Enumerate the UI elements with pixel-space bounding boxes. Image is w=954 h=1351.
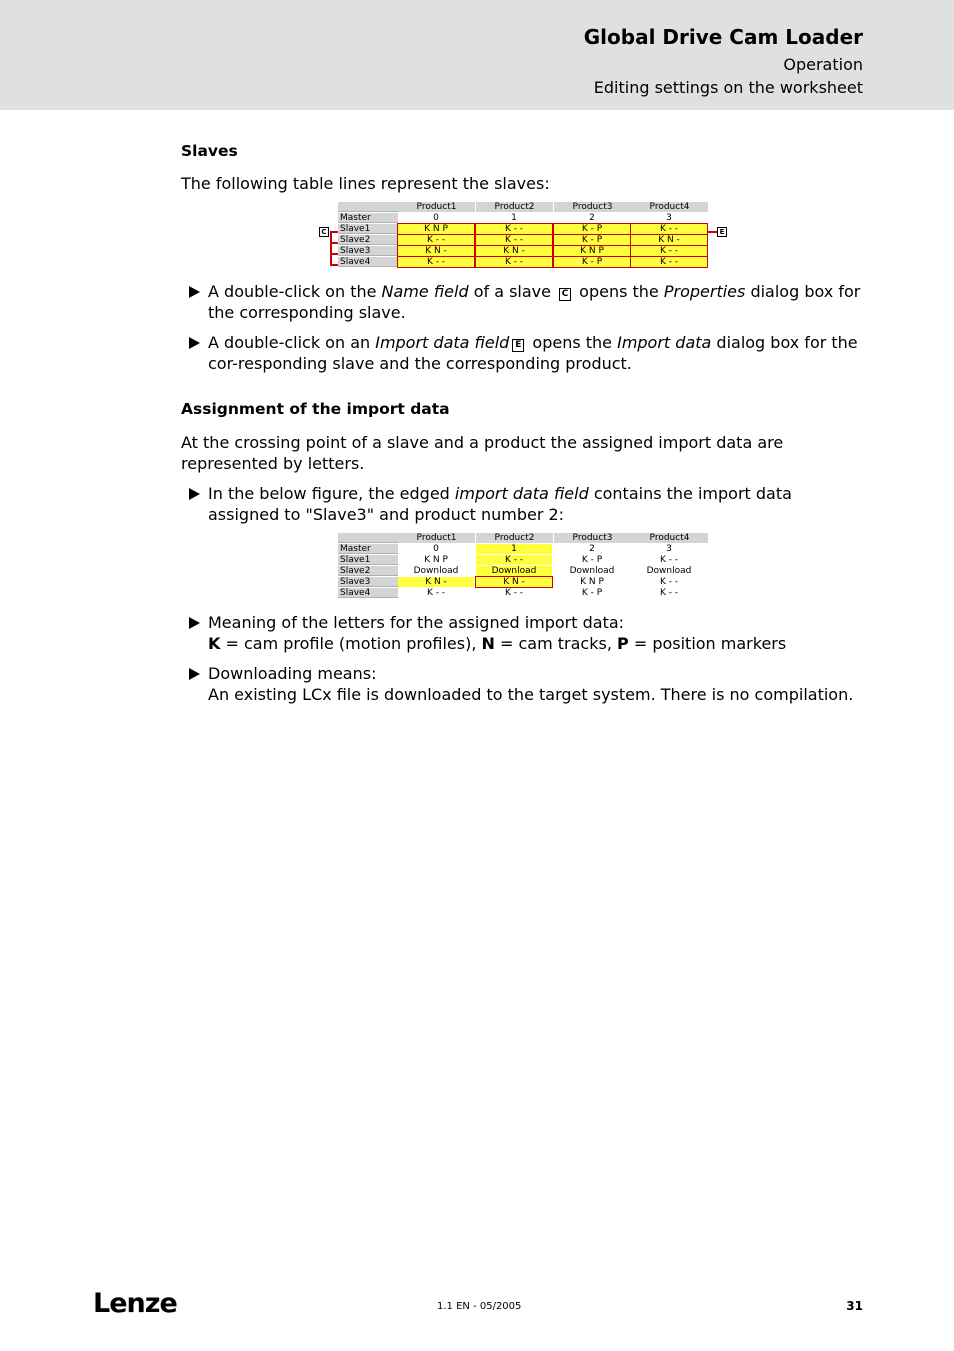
row-name-field[interactable]: Slave3 [338, 577, 398, 587]
bullet-arrow-icon [189, 286, 200, 298]
bullet-arrow-icon [189, 488, 200, 500]
row-name-field[interactable]: Slave4 [338, 588, 398, 598]
import-data-field[interactable]: K - - [631, 224, 707, 234]
table-header-row [338, 202, 708, 213]
assignment-heading: Assignment of the import data [181, 400, 450, 418]
import-field-pointer [707, 231, 717, 233]
table-row [338, 246, 708, 257]
bullet-arrow-icon [189, 617, 200, 629]
import-data-field[interactable]: 3 [666, 544, 672, 554]
import-data-field[interactable]: K N - [398, 577, 474, 587]
column-header-product-2[interactable]: Product2 [476, 533, 554, 543]
import-data-field[interactable]: K - - [476, 224, 552, 234]
import-data-field[interactable]: 1 [476, 544, 552, 554]
import-data-field[interactable]: K N P [580, 577, 604, 587]
import-data-field[interactable]: K N - [398, 246, 474, 256]
row-name-field[interactable]: Master [338, 213, 398, 223]
import-data-field[interactable]: K - - [476, 257, 552, 267]
slaves-heading: Slaves [181, 142, 238, 160]
page-number: 31 [846, 1299, 863, 1313]
table-row [338, 577, 708, 588]
import-data-field[interactable]: 0 [433, 213, 439, 223]
import-data-field[interactable]: 1 [511, 213, 517, 223]
import-data-field[interactable]: K - - [426, 588, 446, 598]
import-data-field[interactable]: K - P [554, 235, 630, 245]
assignment-bullet-2: Meaning of the letters for the assigned import data: K = cam profile (motion profiles), N = cam tracks, P = position markers [189, 612, 865, 654]
import-data-field[interactable]: K N P [424, 555, 448, 565]
column-header-product-3[interactable]: Product3 [554, 202, 632, 212]
import-data-field[interactable]: K N - [476, 577, 552, 587]
assignment-bullet-3: Downloading means: An existing LCx file is downloaded to the target system. There is no compilation. [189, 663, 865, 705]
import-data-field[interactable]: K - - [659, 577, 679, 587]
import-data-field[interactable]: Download [569, 566, 615, 576]
table-row [338, 566, 708, 577]
table-row [338, 555, 708, 566]
import-data-field[interactable]: K N - [631, 235, 707, 245]
import-data-field[interactable]: K N P [398, 224, 474, 234]
marker-e-icon: E [512, 339, 524, 352]
import-data-field[interactable]: K - - [398, 257, 474, 267]
slave-bracket-tick [330, 242, 338, 244]
slaves-intro: The following table lines represent the slaves: [181, 174, 550, 193]
lenze-logo: Lenze [93, 1288, 177, 1319]
import-data-field[interactable]: K N P [554, 246, 630, 256]
row-name-field[interactable]: Slave2 [338, 235, 398, 245]
document-title: Global Drive Cam Loader [583, 25, 863, 49]
assignment-table [338, 533, 708, 603]
import-data-field[interactable]: 2 [589, 213, 595, 223]
table-header-row [338, 533, 708, 544]
import-data-field[interactable]: K - - [659, 555, 679, 565]
import-data-field[interactable]: K - - [659, 588, 679, 598]
import-data-field[interactable]: K - - [476, 555, 552, 565]
row-name-field[interactable]: Master [338, 544, 398, 554]
version-label: 1.1 EN - 05/2005 [437, 1301, 522, 1312]
import-data-field[interactable]: Download [646, 566, 692, 576]
column-header-product-3[interactable]: Product3 [554, 533, 632, 543]
column-header-product-4[interactable]: Product4 [631, 533, 709, 543]
column-header-product-2[interactable]: Product2 [476, 202, 554, 212]
import-data-field[interactable]: K - - [631, 246, 707, 256]
row-name-field[interactable]: Slave2 [338, 566, 398, 576]
import-data-field[interactable]: 0 [433, 544, 439, 554]
chapter-title: Operation [783, 55, 863, 74]
table-row [338, 213, 708, 224]
import-data-field[interactable]: K N - [476, 246, 552, 256]
assignment-bullet-1: In the below figure, the edged import data field contains the import data assigned to "Slave3" and product number 2: [189, 483, 865, 525]
table-corner [338, 202, 398, 212]
bullet-arrow-icon [189, 337, 200, 349]
import-data-field[interactable]: K - P [554, 257, 630, 267]
import-data-field[interactable]: K - P [581, 588, 603, 598]
section-title: Editing settings on the worksheet [593, 78, 863, 97]
table-row [338, 257, 708, 268]
import-data-field[interactable]: K - P [554, 224, 630, 234]
slaves-bullet-2: A double-click on an Import data field E opens the Import data dialog box for the cor-responding slave and the corresponding product. [189, 332, 865, 374]
slave-bracket-tick [330, 253, 338, 255]
import-data-field[interactable]: K - - [476, 235, 552, 245]
slaves-bullet-1: A double-click on the Name field of a slave C opens the Properties dialog box for the corresponding slave. [189, 281, 865, 323]
import-data-field[interactable]: 3 [666, 213, 672, 223]
page-header [0, 0, 954, 110]
marker-e-icon: E [717, 227, 727, 237]
table-row [338, 588, 708, 599]
column-header-product-4[interactable]: Product4 [631, 202, 709, 212]
import-data-field[interactable]: K - P [581, 555, 603, 565]
import-data-field[interactable]: Download [476, 566, 552, 576]
row-name-field[interactable]: Slave1 [338, 224, 398, 234]
assignment-intro: At the crossing point of a slave and a product the assigned import data are represented by letters. [181, 433, 784, 473]
column-header-product-1[interactable]: Product1 [398, 533, 476, 543]
marker-c-icon: C [319, 227, 329, 237]
row-name-field[interactable]: Slave3 [338, 246, 398, 256]
table-corner [338, 533, 398, 543]
column-header-product-1[interactable]: Product1 [398, 202, 476, 212]
slaves-table [338, 202, 708, 272]
slave-bracket-tick [330, 231, 338, 233]
import-data-field[interactable]: K - - [631, 257, 707, 267]
import-data-field[interactable]: K - - [504, 588, 524, 598]
table-row [338, 224, 708, 235]
marker-c-icon: C [559, 288, 571, 301]
row-name-field[interactable]: Slave1 [338, 555, 398, 565]
slave-bracket-tick [330, 264, 338, 266]
table-row [338, 235, 708, 246]
slave-bracket [330, 231, 332, 266]
table-row [338, 544, 708, 555]
row-name-field[interactable]: Slave4 [338, 257, 398, 267]
bullet-arrow-icon [189, 668, 200, 680]
import-data-field[interactable]: 2 [589, 544, 595, 554]
import-data-field[interactable]: K - - [398, 235, 474, 245]
import-data-field[interactable]: Download [413, 566, 459, 576]
